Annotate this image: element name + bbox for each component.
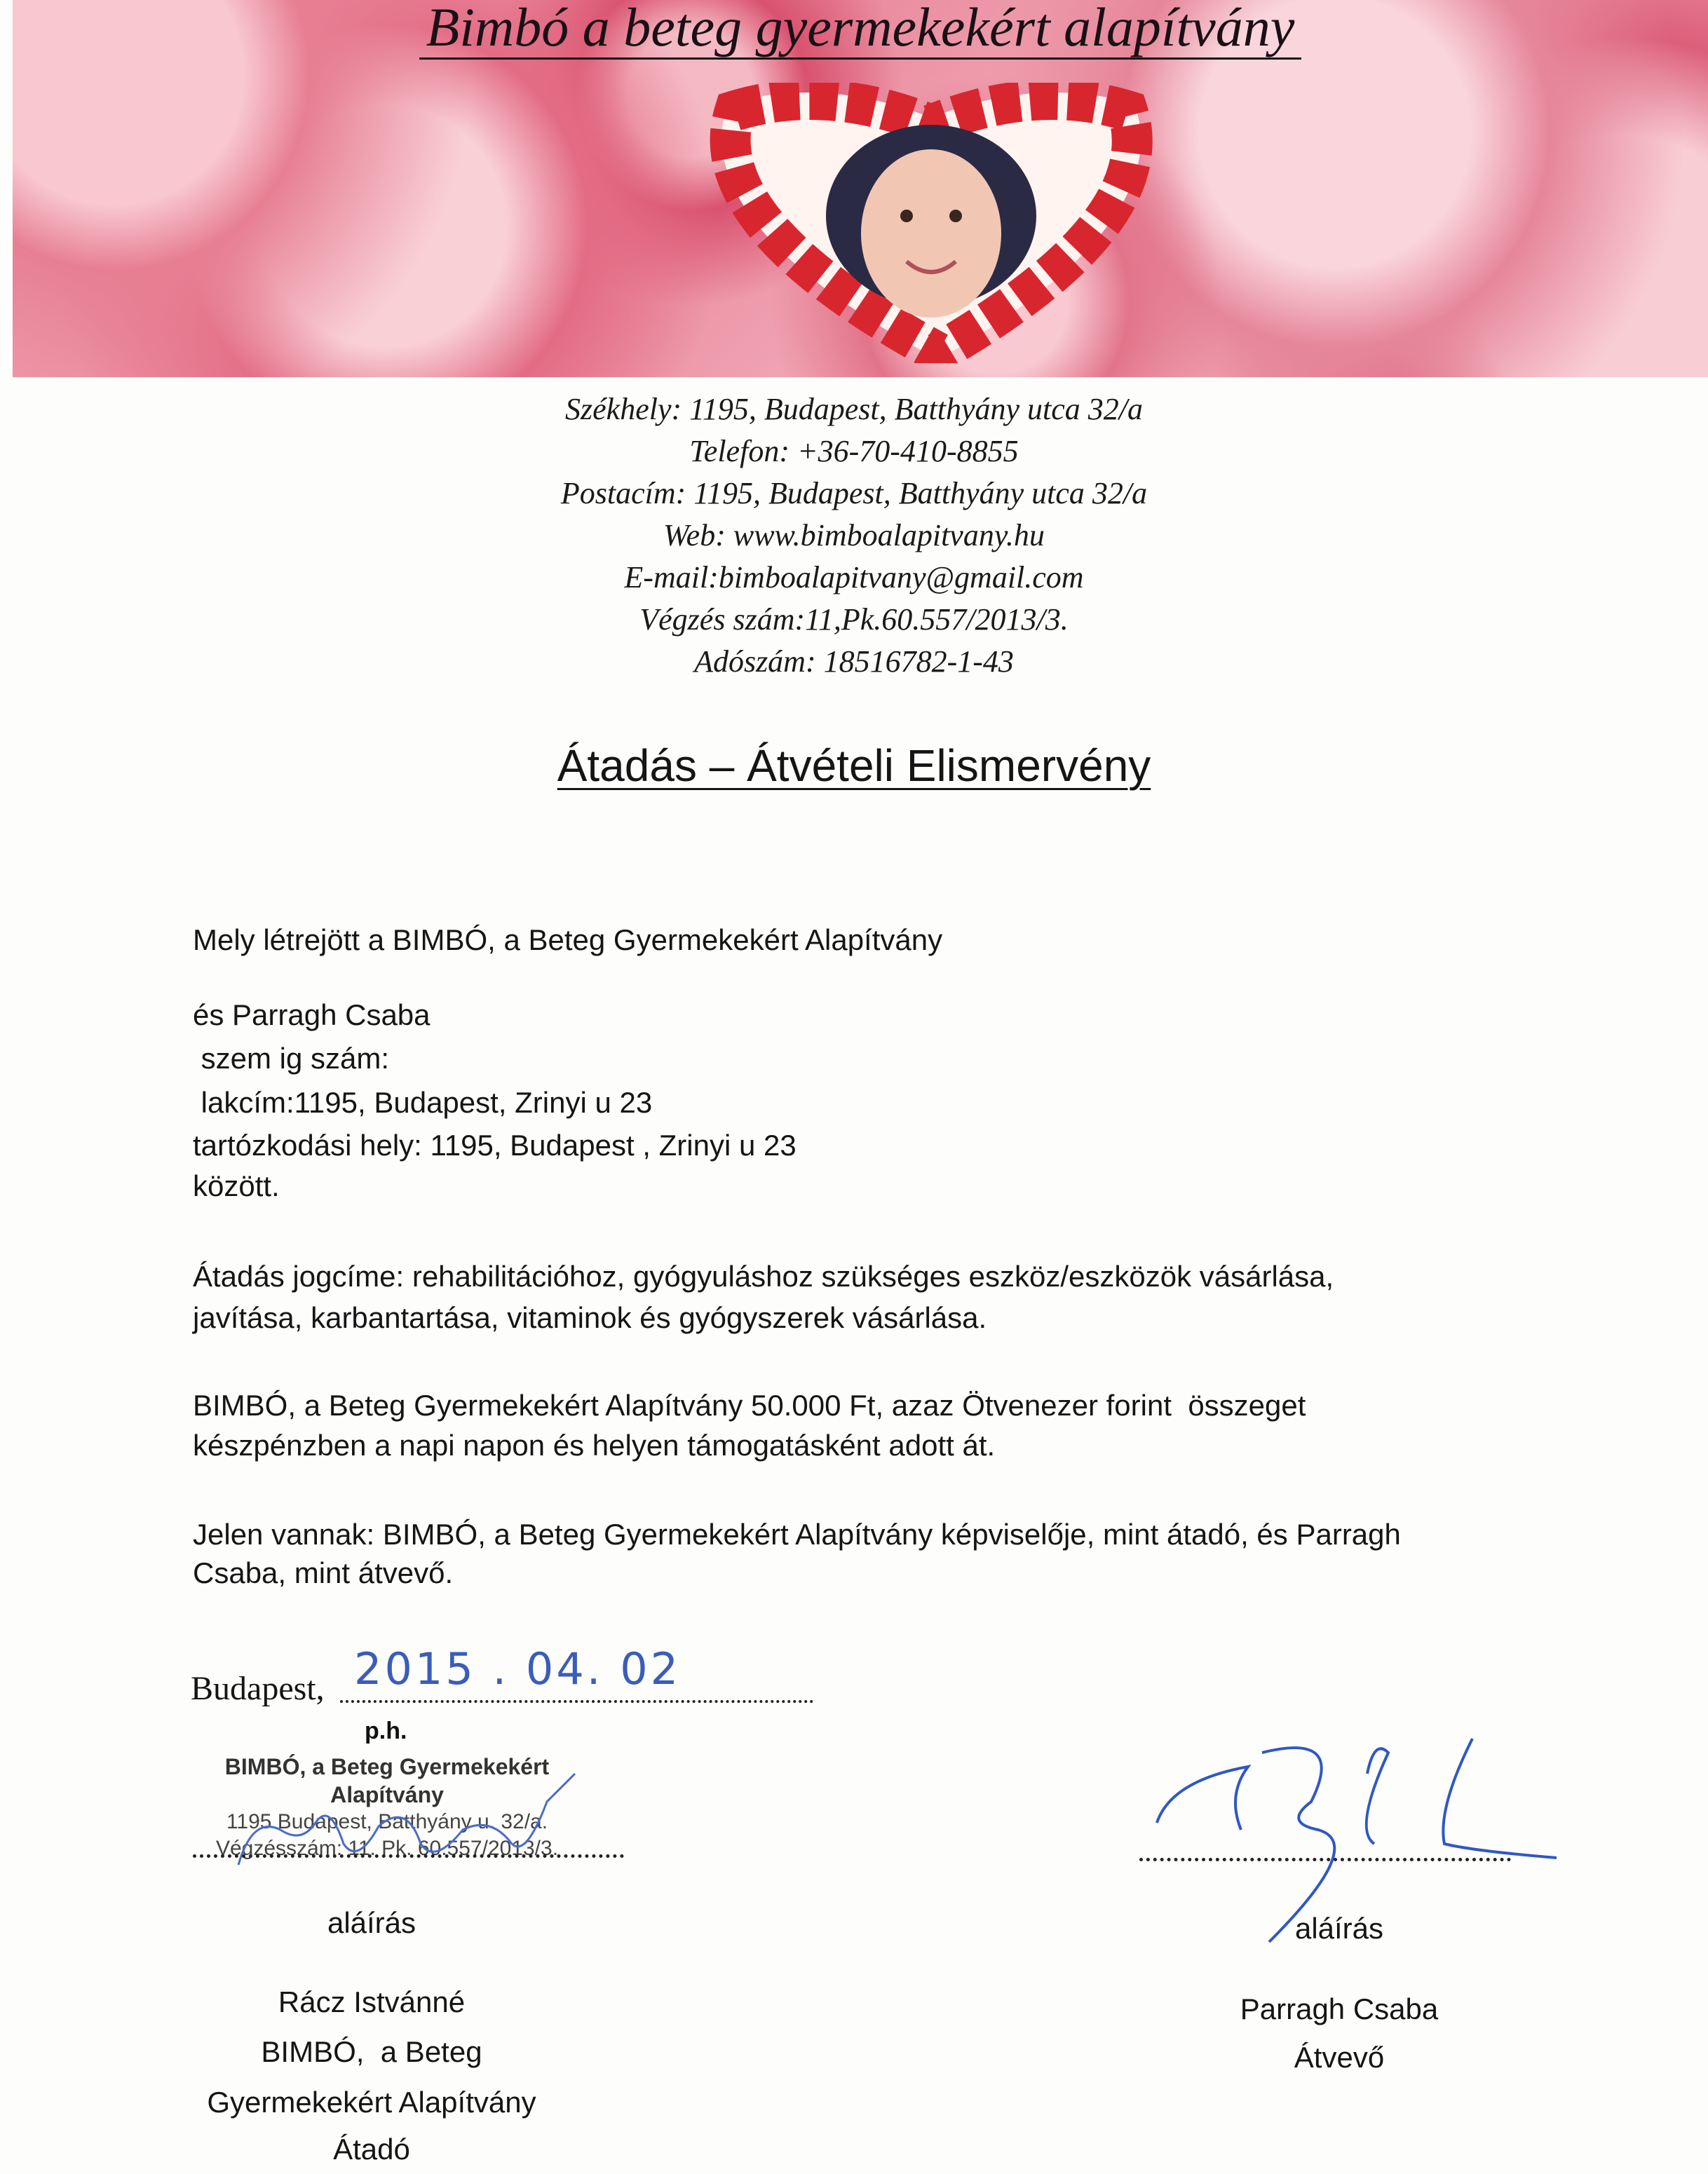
body-line: között. [193, 1169, 280, 1202]
body-line: Átadás jogcíme: rehabilitációhoz, gyógyuláshoz szükséges eszköz/eszközök vásárlása, [193, 1260, 1334, 1293]
contact-phone: Telefon: +36-70-410-8855 [689, 434, 1019, 468]
header-banner [13, 0, 1708, 377]
giver-org-line: Gyermekekért Alapítvány [207, 2086, 536, 2119]
receiver-role: Átvevő [1294, 2041, 1385, 2074]
contact-web: Web: www.bimboalapitvany.hu [663, 518, 1045, 552]
contact-tax-number: Adószám: 18516782-1-43 [694, 644, 1014, 679]
date-line [340, 1700, 813, 1703]
body-line: lakcím:1195, Budapest, Zrinyi u 23 [193, 1086, 653, 1119]
body-line: készpénzben a napi napon és helyen támogatásként adott át. [193, 1429, 996, 1462]
contact-postal: Postacím: 1195, Budapest, Batthyány utca 32/a [560, 476, 1148, 510]
body-line: BIMBÓ, a Beteg Gyermekekért Alapítvány 50.000 Ft, azaz Ötvenezer forint összeget [193, 1389, 1306, 1422]
body-line: és Parragh Csaba [193, 998, 431, 1031]
body-line: javítása, karbantartása, vitaminok és gyógyszerek vásárlása. [193, 1301, 987, 1334]
left-signature-line [193, 1854, 624, 1858]
right-signature-label: aláírás [1294, 1912, 1384, 1945]
giver-org-line: BIMBÓ, a Beteg [261, 2035, 482, 2068]
stamp-placeholder-mark: p.h. [365, 1718, 407, 1744]
receiver-name: Parragh Csaba [1240, 1992, 1439, 2025]
handwritten-date: 2015 . 04. 02 [354, 1643, 682, 1694]
heart-photo-frame [686, 83, 1177, 363]
stamp-line: BIMBÓ, a Beteg Gyermekekért Alapítvány [224, 1754, 550, 1807]
place-label: Budapest, [191, 1670, 325, 1707]
body-line: Csaba, mint átvevő. [193, 1556, 454, 1589]
stamp-line: 1195 Budapest, Batthyány u. 32/a. [226, 1810, 548, 1833]
contact-ruling-number: Végzés szám:11,Pk.60.557/2013/3. [639, 602, 1069, 637]
giver-name: Rácz Istvánné [278, 1985, 466, 2018]
right-signature-line [1139, 1858, 1511, 1861]
foundation-title: Bimbó a beteg gyermekekért alapítvány [13, 0, 1708, 55]
contact-email: E-mail:bimboalapitvany@gmail.com [624, 560, 1084, 595]
document-title: Átadás – Átvételi Elismervény [557, 740, 1151, 791]
left-signature-label: aláírás [327, 1906, 416, 1939]
contact-address: Székhely: 1195, Budapest, Batthyány utca 32/a [565, 392, 1143, 426]
body-line: szem ig szám: [193, 1042, 390, 1075]
body-line: Mely létrejött a BIMBÓ, a Beteg Gyermekekért Alapítvány [193, 923, 943, 956]
body-line: Jelen vannak: BIMBÓ, a Beteg Gyermekekért Alapítvány képviselője, mint átadó, és Parragh [193, 1518, 1401, 1551]
stamp-line: Végzésszám: 11. Pk. 60.557/2013/3. [215, 1836, 559, 1860]
body-line: tartózkodási hely: 1195, Budapest , Zrinyi u 23 [193, 1129, 797, 1162]
giver-role: Átadó [333, 2133, 410, 2166]
